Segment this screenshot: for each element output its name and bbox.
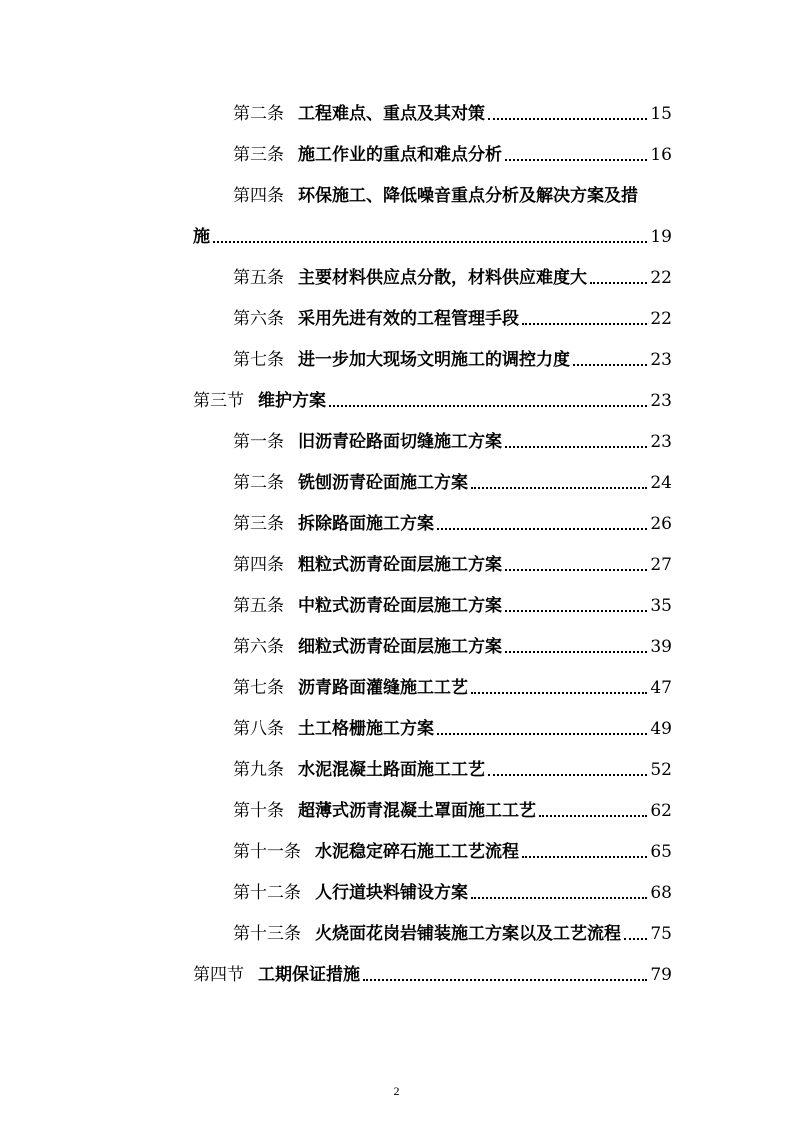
- toc-entry-label: 第七条: [233, 678, 284, 698]
- toc-entry-title: 旧沥青砼路面切缝施工方案: [298, 432, 502, 452]
- toc-entry-page: 47: [650, 678, 672, 698]
- toc-entry-page: 62: [650, 801, 672, 821]
- dot-leader: [471, 897, 647, 899]
- toc-entry-title-continuation: 施: [193, 227, 210, 247]
- toc-entry-label: 第三节: [193, 391, 244, 411]
- dot-leader: [539, 815, 647, 817]
- toc-entry[interactable]: [0, 582, 793, 622]
- dot-leader: [471, 692, 647, 694]
- toc-entry-page: 52: [650, 760, 672, 780]
- toc-entry-page: 68: [650, 883, 672, 903]
- toc-entry-title: 土工格栅施工方案: [298, 719, 434, 739]
- toc-entry-title: 采用先进有效的工程管理手段: [298, 309, 519, 329]
- toc-entry[interactable]: [0, 541, 793, 581]
- toc-entry-label: 第六条: [233, 309, 284, 329]
- toc-entry-label: 第十一条: [233, 842, 301, 862]
- toc-entry-page: 19: [650, 227, 672, 247]
- toc-entry-label: 第四条: [233, 555, 284, 575]
- dot-leader: [505, 610, 647, 612]
- toc-entry-page: 23: [650, 391, 672, 411]
- toc-entry-page: 22: [650, 268, 672, 288]
- toc-entry-title: 工程难点、重点及其对策: [298, 104, 485, 124]
- toc-section-entry[interactable]: [0, 377, 793, 417]
- toc-entry-title: 工期保证措施: [258, 965, 360, 985]
- page-number: 2: [393, 1084, 400, 1098]
- dot-leader: [505, 159, 647, 161]
- toc-entry-page: 39: [650, 637, 672, 657]
- toc-entry[interactable]: [0, 500, 793, 540]
- dot-leader: [505, 569, 647, 571]
- toc-entry[interactable]: [0, 172, 793, 254]
- toc-entry-title: 施工作业的重点和难点分析: [298, 145, 502, 165]
- toc-entry-label: 第七条: [233, 350, 284, 370]
- dot-leader: [437, 733, 647, 735]
- dot-leader: [573, 364, 647, 366]
- dot-leader: [363, 979, 647, 981]
- toc-entry[interactable]: [0, 459, 793, 499]
- toc-entry-page: 65: [650, 842, 672, 862]
- toc-entry-label: 第六条: [233, 637, 284, 657]
- dot-leader: [590, 282, 647, 284]
- toc-entry[interactable]: [0, 869, 793, 909]
- toc-entry-title: 主要材料供应点分散，材料供应难度大: [298, 268, 587, 288]
- toc-entry-label: 第五条: [233, 596, 284, 616]
- toc-entry-label: 第十三条: [233, 924, 301, 944]
- toc-entry[interactable]: [0, 623, 793, 663]
- toc-entry-page: 24: [650, 473, 672, 493]
- toc-entry-page: 75: [650, 924, 672, 944]
- toc-entry-title: 火烧面花岗岩铺装施工方案以及工艺流程: [315, 924, 621, 944]
- dot-leader: [624, 938, 647, 940]
- toc-entry-page: 35: [650, 596, 672, 616]
- toc-section-entry[interactable]: [0, 951, 793, 991]
- toc-entry-label: 第三条: [233, 145, 284, 165]
- toc-entry-label: 第十条: [233, 801, 284, 821]
- toc-entry[interactable]: [0, 705, 793, 745]
- toc-entry[interactable]: [0, 418, 793, 458]
- toc-entry-title: 环保施工、降低噪音重点分析及解决方案及措: [298, 186, 638, 206]
- toc-entry[interactable]: [0, 828, 793, 868]
- toc-entry-label: 第九条: [233, 760, 284, 780]
- toc-entry-title: 维护方案: [258, 391, 326, 411]
- toc-entry-label: 第五条: [233, 268, 284, 288]
- toc-entry-label: 第四节: [193, 965, 244, 985]
- dot-leader: [522, 856, 647, 858]
- toc-entry-label: 第十二条: [233, 883, 301, 903]
- toc-entry-page: 23: [650, 350, 672, 370]
- dot-leader: [437, 528, 647, 530]
- toc-entry-label: 第一条: [233, 432, 284, 452]
- toc-entry-label: 第八条: [233, 719, 284, 739]
- toc-entry-page: 15: [650, 104, 672, 124]
- toc-entry-page: 26: [650, 514, 672, 534]
- toc-entry[interactable]: [0, 254, 793, 294]
- toc-entry[interactable]: [0, 336, 793, 376]
- toc-entry[interactable]: [0, 746, 793, 786]
- dot-leader: [505, 651, 647, 653]
- toc-entry-title: 细粒式沥青砼面层施工方案: [298, 637, 502, 657]
- toc-entry-title: 水泥稳定碎石施工工艺流程: [315, 842, 519, 862]
- toc-entry-page: 49: [650, 719, 672, 739]
- toc-entry-label: 第二条: [233, 473, 284, 493]
- dot-leader: [488, 774, 647, 776]
- dot-leader: [488, 118, 647, 120]
- toc-entry-label: 第二条: [233, 104, 284, 124]
- toc-entry[interactable]: [0, 787, 793, 827]
- toc-entry[interactable]: [0, 910, 793, 950]
- toc-entry[interactable]: [0, 90, 793, 130]
- toc-entry[interactable]: [0, 131, 793, 171]
- toc-entry-title: 铣刨沥青砼面施工方案: [298, 473, 468, 493]
- toc-entry-page: 23: [650, 432, 672, 452]
- toc-entry-title: 中粒式沥青砼面层施工方案: [298, 596, 502, 616]
- dot-leader: [471, 487, 647, 489]
- toc-entry-label: 第四条: [233, 186, 284, 206]
- toc-entry-label: 第三条: [233, 514, 284, 534]
- toc-entry-title: 人行道块料铺设方案: [315, 883, 468, 903]
- toc-entry-title: 水泥混凝土路面施工工艺: [298, 760, 485, 780]
- toc-entry-page: 79: [650, 965, 672, 985]
- toc-entry[interactable]: [0, 295, 793, 335]
- toc-entry-title: 超薄式沥青混凝土罩面施工工艺: [298, 801, 536, 821]
- toc-entry-title: 沥青路面灌缝施工工艺: [298, 678, 468, 698]
- toc-entry-page: 16: [650, 145, 672, 165]
- dot-leader: [522, 323, 647, 325]
- toc-entry-title: 拆除路面施工方案: [298, 514, 434, 534]
- dot-leader: [329, 405, 647, 407]
- dot-leader: [213, 241, 647, 243]
- dot-leader: [505, 446, 647, 448]
- toc-entry-page: 27: [650, 555, 672, 575]
- toc-entry-title: 进一步加大现场文明施工的调控力度: [298, 350, 570, 370]
- toc-entry[interactable]: [0, 664, 793, 704]
- toc-entry-page: 22: [650, 309, 672, 329]
- toc-entry-title: 粗粒式沥青砼面层施工方案: [298, 555, 502, 575]
